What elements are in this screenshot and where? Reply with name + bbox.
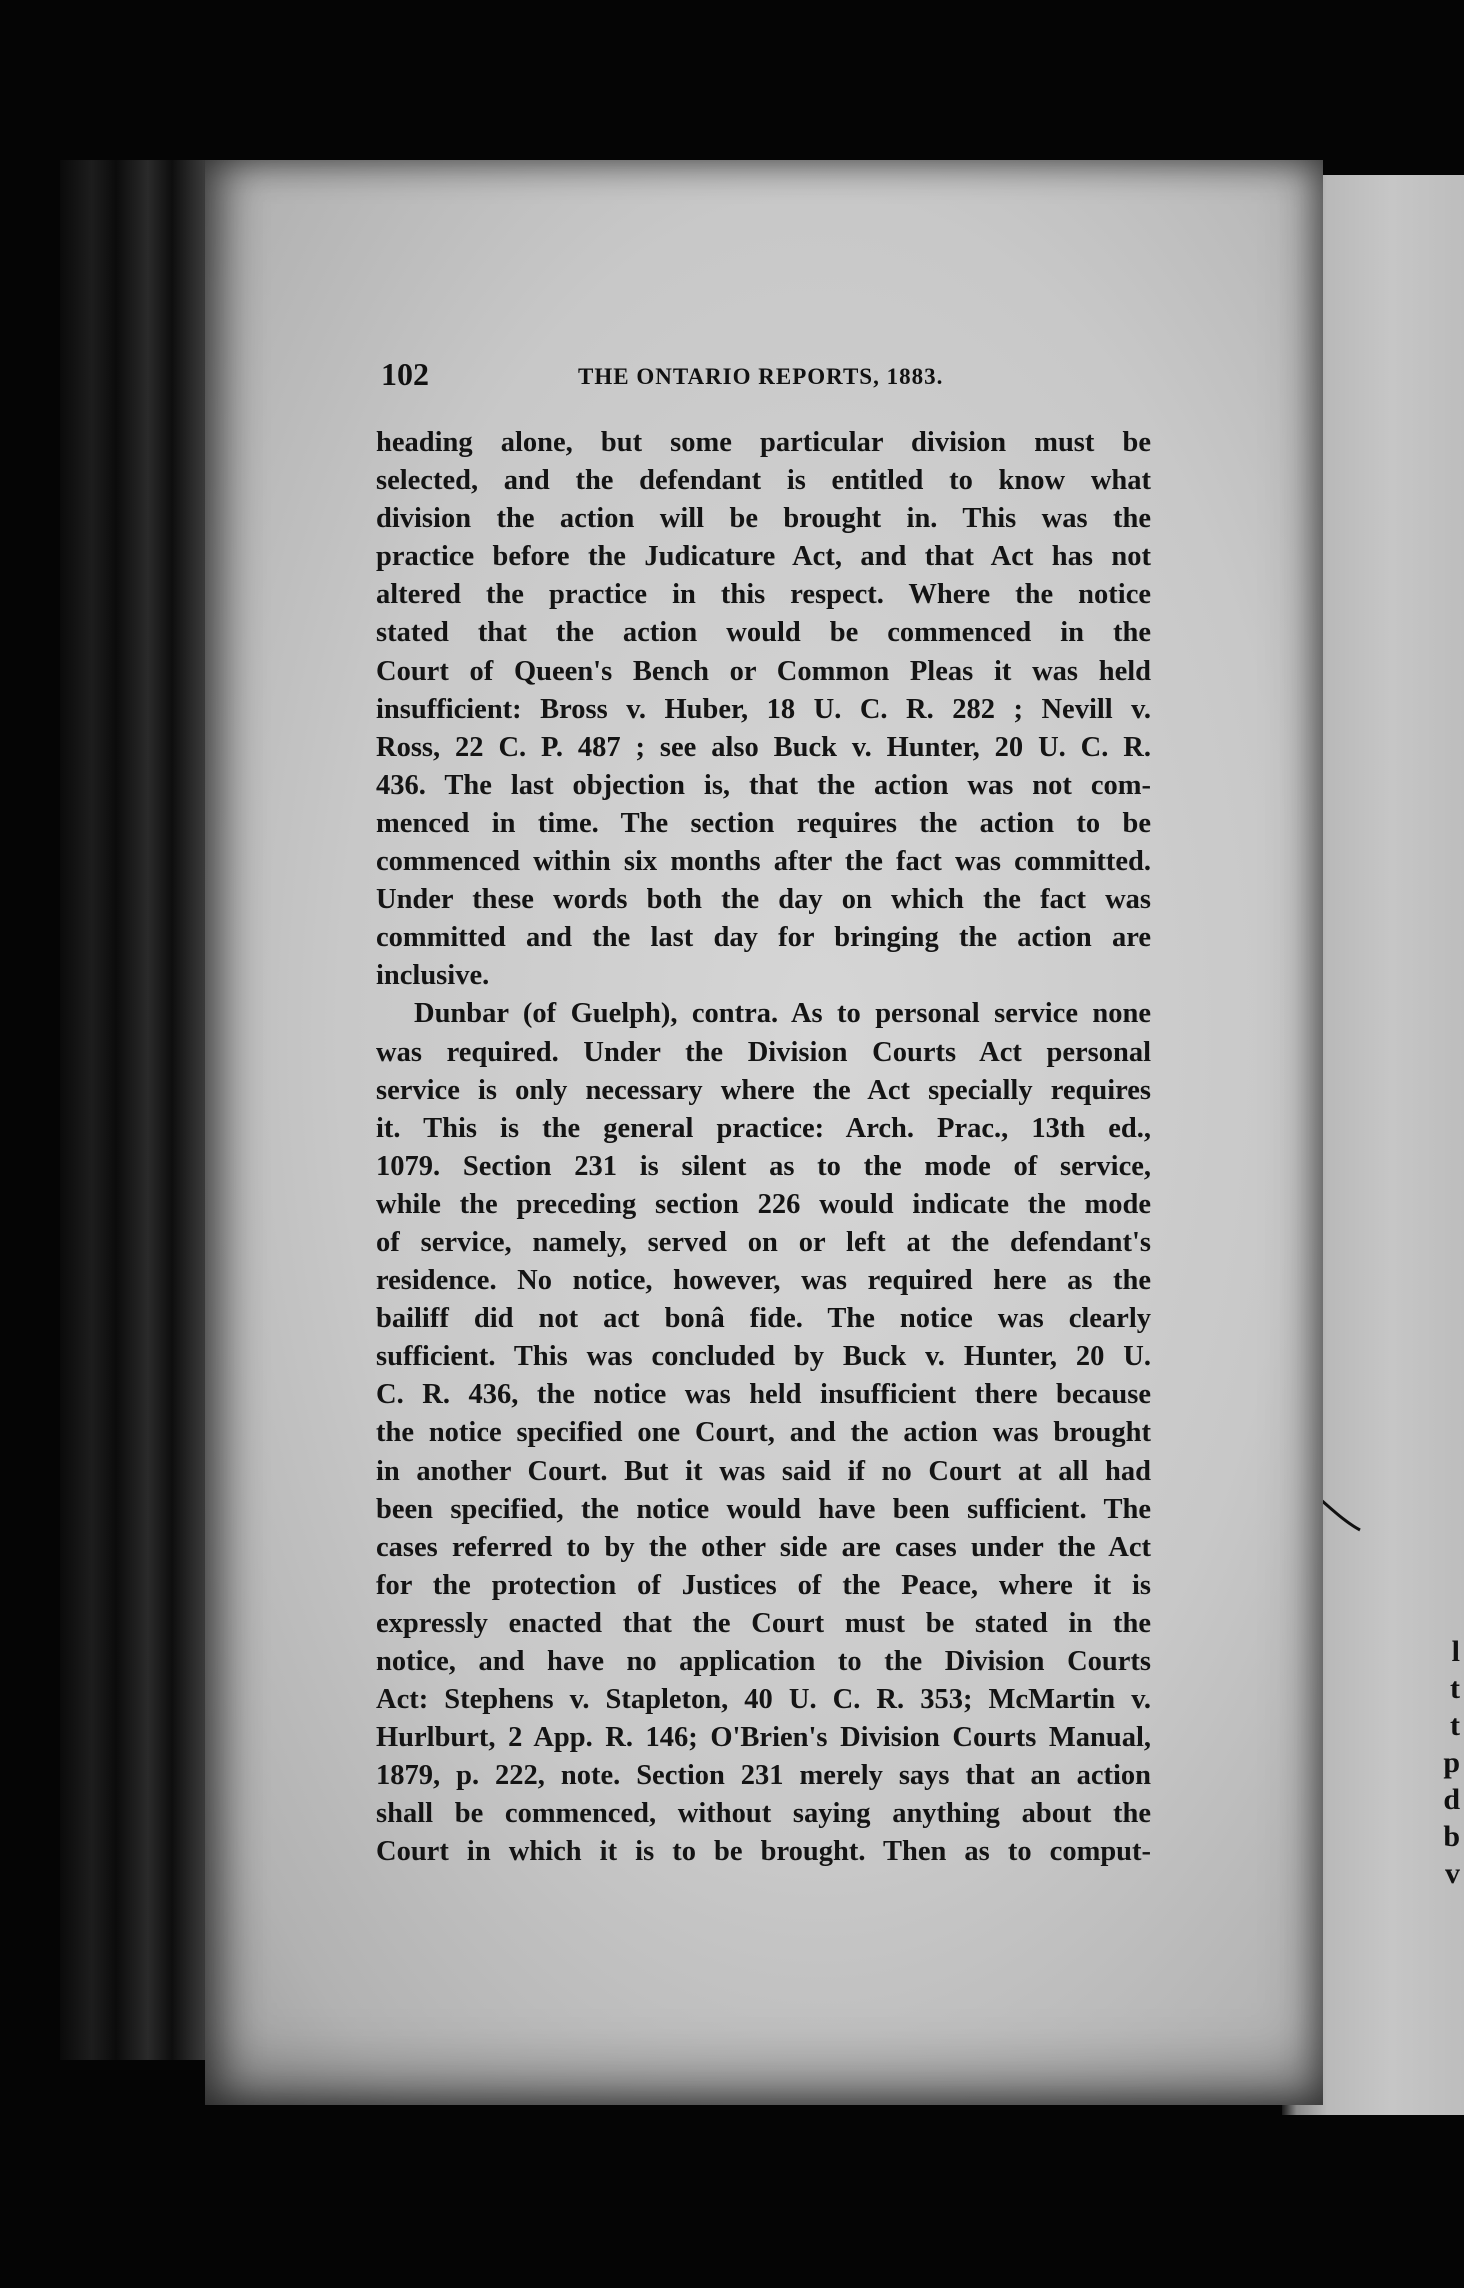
text-line: shall be commenced, without saying anything about the: [376, 1798, 1151, 1830]
text-line: while the preceding section 226 would indicate the mode: [376, 1188, 1151, 1220]
text-line: of service, namely, served on or left at the defendant's: [376, 1226, 1151, 1258]
text-line: Dunbar (of Guelph), contra. As to personal service none: [414, 998, 1151, 1030]
text-line: stated that the action would be commenced in the: [376, 617, 1151, 649]
text-line: the notice specified one Court, and the action was brought: [376, 1417, 1151, 1449]
text-line: bailiff did not act bonâ fide. The notice was clearly: [376, 1303, 1151, 1335]
body-text: [376, 424, 1151, 1872]
text-line: expressly enacted that the Court must be stated in the: [376, 1607, 1151, 1639]
book-binding: [60, 160, 220, 2060]
text-line: Hurlburt, 2 App. R. 146; O'Brien's Division Courts Manual,: [376, 1722, 1151, 1754]
text-line: heading alone, but some particular division must be: [376, 427, 1151, 458]
text-line: division the action will be brought in. This was the: [376, 503, 1151, 535]
text-line: been specified, the notice would have been sufficient. The: [376, 1493, 1151, 1525]
facing-fragment: l: [1451, 1635, 1460, 1668]
text-line: was required. Under the Division Courts Act personal: [376, 1036, 1151, 1068]
text-line: 1079. Section 231 is silent as to the mode of service,: [376, 1150, 1151, 1182]
text-line: Court in which it is to be brought. Then as to comput-: [376, 1836, 1151, 1868]
text-line: inclusive.: [376, 960, 490, 992]
text-line: 1879, p. 222, note. Section 231 merely says that an action: [376, 1760, 1151, 1792]
facing-fragment: v: [1445, 1857, 1460, 1890]
facing-fragment: b: [1443, 1820, 1460, 1853]
running-title: THE ONTARIO REPORTS, 1883.: [578, 364, 944, 389]
text-line: notice, and have no application to the Division Courts: [376, 1646, 1151, 1677]
text-line: in another Court. But it was said if no Court at all had: [376, 1455, 1151, 1487]
text-line: cases referred to by the other side are cases under the Act: [376, 1531, 1151, 1563]
facing-fragment: t: [1450, 1709, 1460, 1742]
text-line: for the protection of Justices of the Peace, where it is: [376, 1569, 1151, 1601]
page-number: 102: [381, 356, 429, 392]
text-line: menced in time. The section requires the action to be: [376, 807, 1151, 839]
text-line: sufficient. This was concluded by Buck v. Hunter, 20 U.: [376, 1341, 1151, 1373]
text-line: practice before the Judicature Act, and that Act has not: [376, 541, 1151, 573]
text-line: insufficient: Bross v. Huber, 18 U. C. R. 282 ; Nevill v.: [376, 693, 1151, 725]
page-header: [381, 356, 1161, 400]
text-line: Act: Stephens v. Stapleton, 40 U. C. R. 353; McMartin v.: [376, 1684, 1151, 1716]
text-line: Ross, 22 C. P. 487 ; see also Buck v. Hunter, 20 U. C. R.: [376, 731, 1151, 763]
facing-fragment: t: [1450, 1672, 1460, 1705]
facing-fragment: d: [1443, 1783, 1460, 1816]
text-line: C. R. 436, the notice was held insufficient there because: [376, 1379, 1151, 1411]
text-line: selected, and the defendant is entitled to know what: [376, 465, 1151, 497]
text-line: Court of Queen's Bench or Common Pleas it was held: [376, 655, 1151, 687]
text-line: altered the practice in this respect. Where the notice: [376, 579, 1151, 611]
text-line: it. This is the general practice: Arch. Prac., 13th ed.,: [376, 1112, 1151, 1144]
facing-fragment: p: [1443, 1746, 1460, 1779]
text-line: service is only necessary where the Act specially requires: [376, 1074, 1151, 1106]
text-line: committed and the last day for bringing the action are: [376, 922, 1151, 954]
text-line: commenced within six months after the fact was committed.: [376, 846, 1151, 878]
text-line: residence. No notice, however, was required here as the: [376, 1265, 1151, 1297]
text-line: Under these words both the day on which the fact was: [376, 884, 1151, 916]
text-line: 436. The last objection is, that the action was not com-: [376, 769, 1151, 801]
